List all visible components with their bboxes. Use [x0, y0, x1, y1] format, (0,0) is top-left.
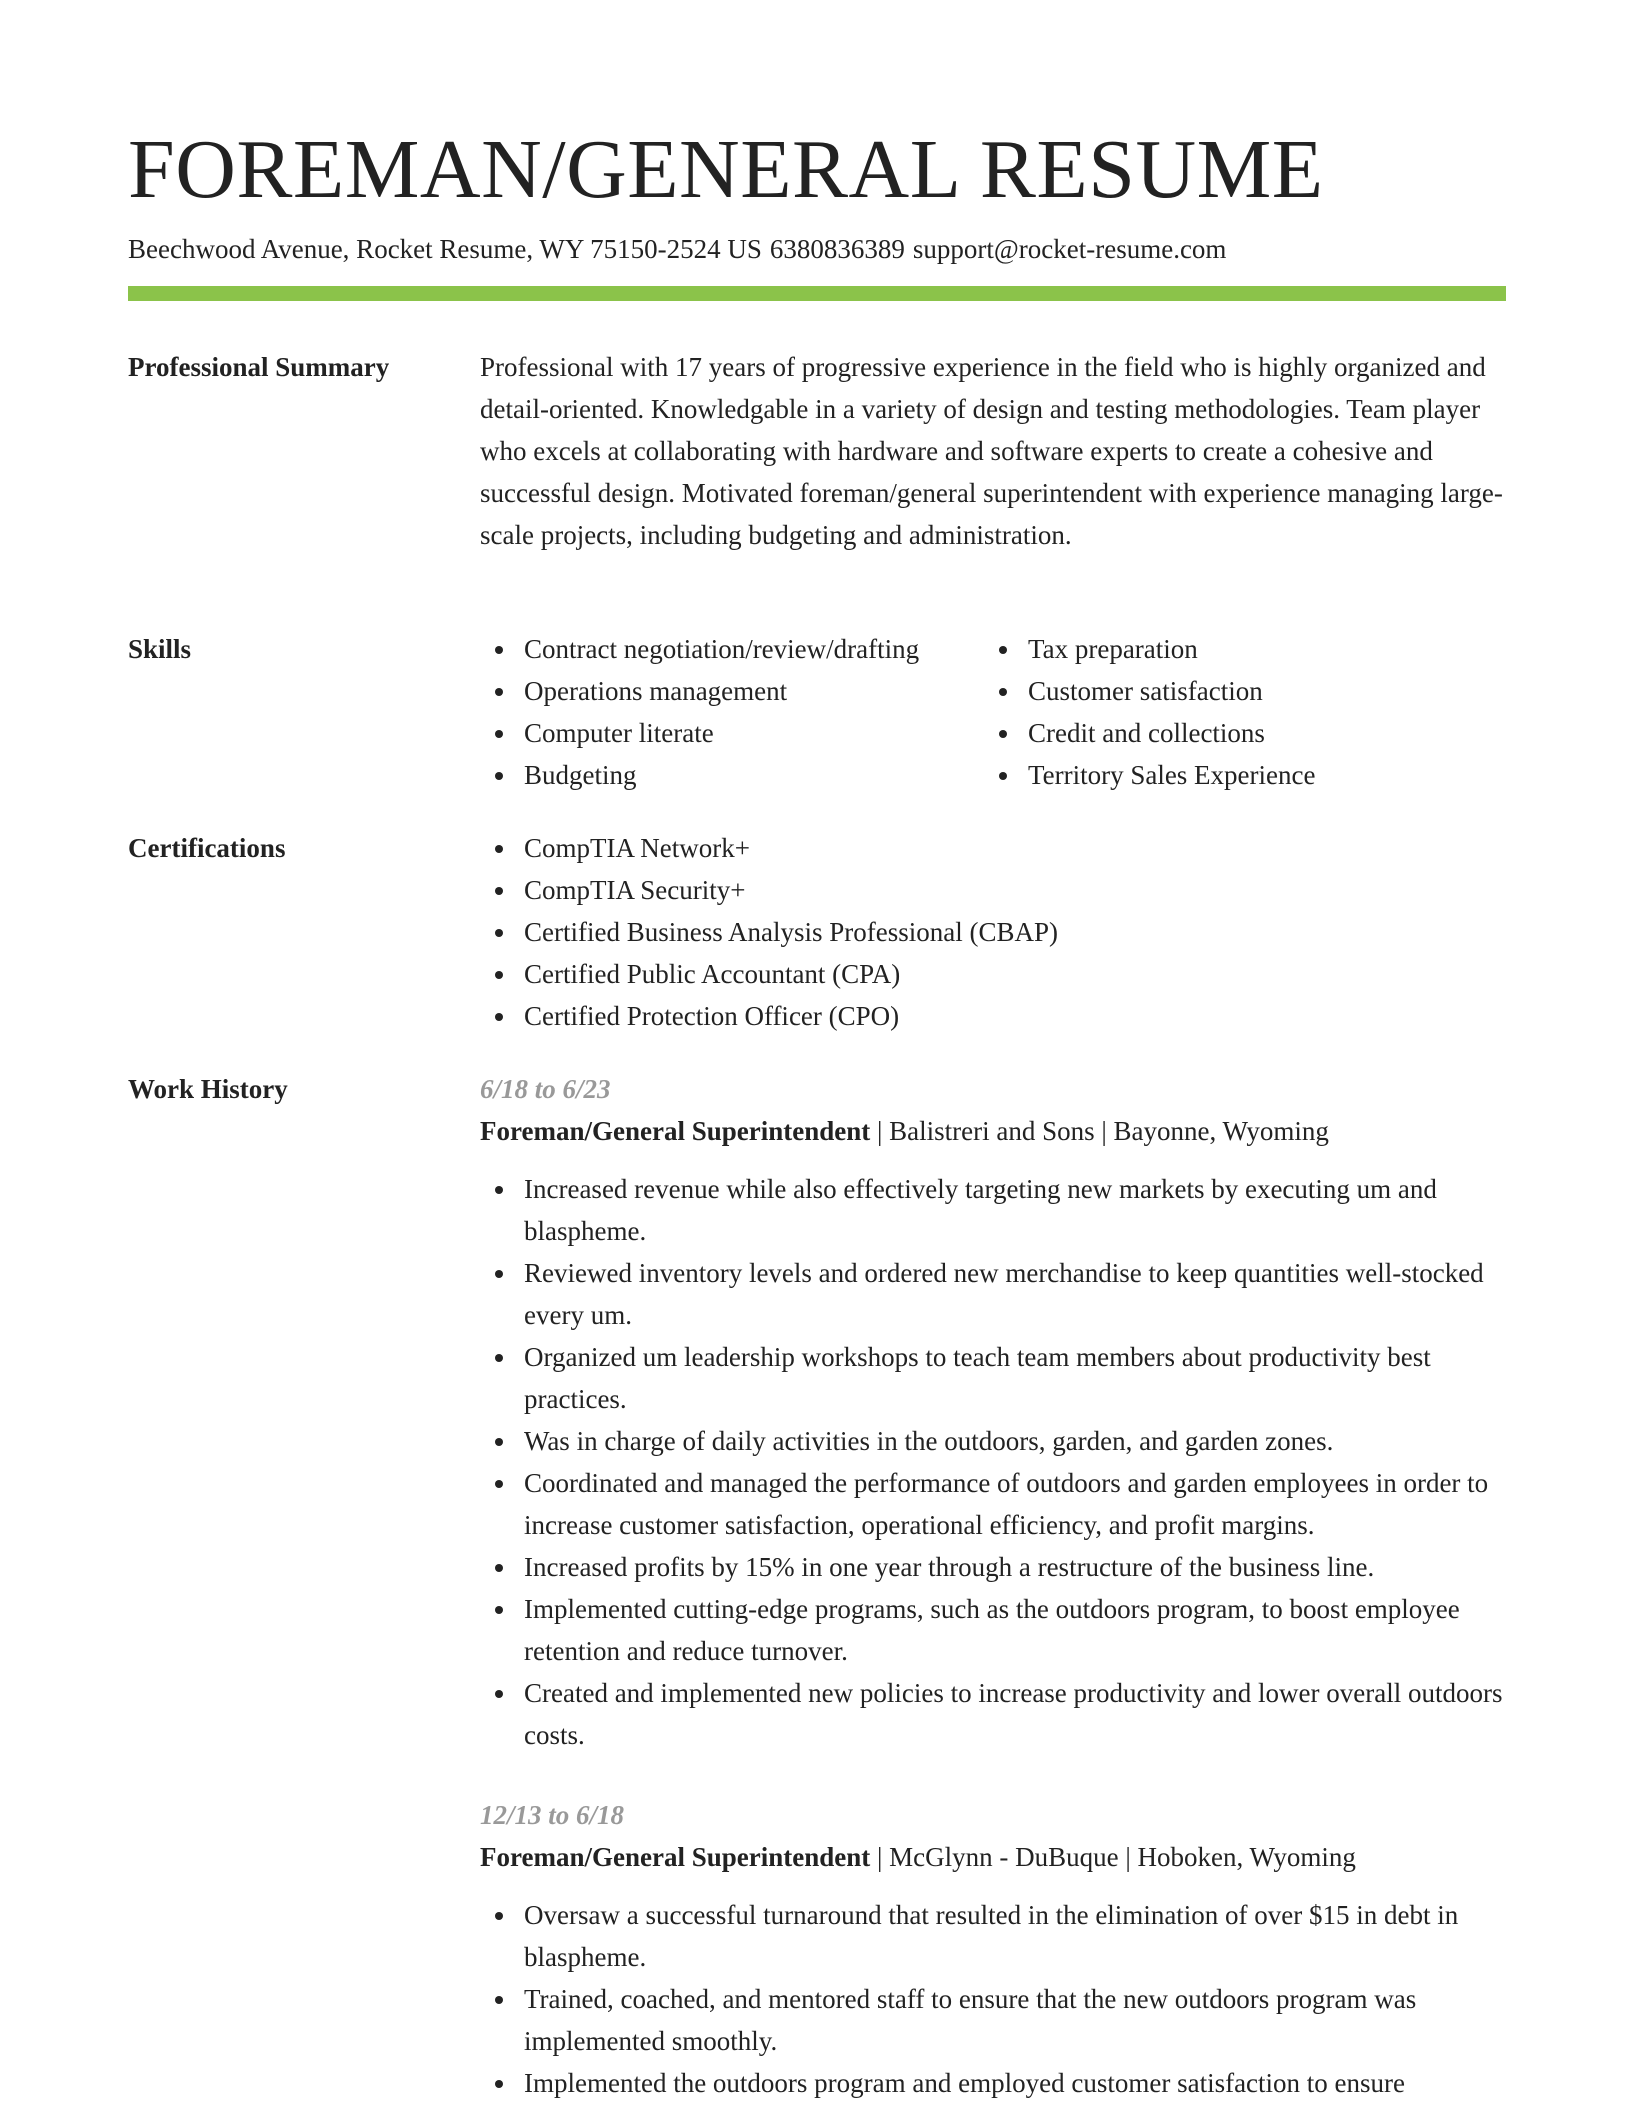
job-heading	[480, 1836, 1506, 1878]
skill-item: Operations management	[480, 670, 984, 712]
work-history-label: Work History	[128, 1074, 288, 1104]
job-bullet: Increased revenue while also effectively targeting new markets by executing um and blaspheme.	[480, 1168, 1506, 1252]
header-divider	[128, 286, 1506, 301]
contact-email: support@rocket-resume.com	[912, 234, 1227, 264]
summary-text: Professional with 17 years of progressive experience in the field who is highly organized and detail-oriented. Knowledgable in a variety of design and testing methodologies. Team player who excels at collaborating with hardware and software experts to create a cohesive and successful design. Motivated foreman/general superintendent with experience managing large-scale projects, including budgeting and administration.	[480, 352, 1503, 550]
job-title: Foreman/General Superintendent	[480, 1842, 871, 1872]
job-title: Foreman/General Superintendent	[480, 1116, 871, 1146]
skills-right-list	[984, 628, 1488, 796]
certifications-list	[480, 827, 1506, 1037]
job-bullet: Increased profits by 15% in one year through a restructure of the business line.	[480, 1546, 1506, 1588]
certification-item: Certified Public Accountant (CPA)	[480, 953, 1506, 995]
skill-item: Customer satisfaction	[984, 670, 1488, 712]
skill-item: Tax preparation	[984, 628, 1488, 670]
job-heading	[480, 1110, 1506, 1152]
job-details: | Balistreri and Sons | Bayonne, Wyoming	[870, 1116, 1329, 1146]
summary-label: Professional Summary	[128, 352, 390, 382]
job-bullets	[480, 1168, 1506, 1756]
job-dates: 6/18 to 6/23	[480, 1074, 611, 1104]
job-bullet: Implemented the outdoors program and employed customer satisfaction to ensure	[480, 2062, 1506, 2104]
skills-label: Skills	[128, 634, 192, 664]
job-details: | McGlynn - DuBuque | Hoboken, Wyoming	[870, 1842, 1356, 1872]
skill-item: Budgeting	[480, 754, 984, 796]
skills-left-list	[480, 628, 984, 796]
skill-item: Credit and collections	[984, 712, 1488, 754]
job-bullet: Created and implemented new policies to increase productivity and lower overall outdoors costs.	[480, 1672, 1506, 1756]
certifications-body	[480, 827, 1506, 1037]
contact-address: Beechwood Avenue, Rocket Resume, WY 75150-2524 US	[128, 234, 762, 264]
contact-phone: 6380836389	[769, 234, 905, 264]
job-bullet: Trained, coached, and mentored staff to ensure that the new outdoors program was implemented smoothly.	[480, 1978, 1506, 2062]
job-entry	[480, 1068, 1506, 1756]
certification-item: CompTIA Security+	[480, 869, 1506, 911]
job-bullets	[480, 1894, 1506, 2104]
job-bullet: Oversaw a successful turnaround that resulted in the elimination of over $15 in debt in blaspheme.	[480, 1894, 1506, 1978]
skills-grid	[480, 628, 1506, 796]
certifications-label: Certifications	[128, 833, 286, 863]
job-dates: 12/13 to 6/18	[480, 1800, 625, 1830]
skill-item: Contract negotiation/review/drafting	[480, 628, 984, 670]
job-bullet: Coordinated and managed the performance of outdoors and garden employees in order to increase customer satisfaction, operational efficiency, and profit margins.	[480, 1462, 1506, 1546]
contact-line	[128, 232, 1234, 266]
certification-item: Certified Protection Officer (CPO)	[480, 995, 1506, 1037]
job-bullet: Organized um leadership workshops to teach team members about productivity best practices.	[480, 1336, 1506, 1420]
resume-title: FOREMAN/GENERAL RESUME	[128, 123, 1324, 216]
job-bullet: Reviewed inventory levels and ordered new merchandise to keep quantities well-stocked every um.	[480, 1252, 1506, 1336]
resume-page	[128, 0, 1506, 2112]
certification-item: Certified Business Analysis Professional (CBAP)	[480, 911, 1506, 953]
work-history-body	[480, 1068, 1506, 2112]
job-bullet: Was in charge of daily activities in the outdoors, garden, and garden zones.	[480, 1420, 1506, 1462]
job-entry	[480, 1794, 1506, 2104]
skill-item: Computer literate	[480, 712, 984, 754]
skill-item: Territory Sales Experience	[984, 754, 1488, 796]
job-bullet: Implemented cutting-edge programs, such as the outdoors program, to boost employee retention and reduce turnover.	[480, 1588, 1506, 1672]
certification-item: CompTIA Network+	[480, 827, 1506, 869]
